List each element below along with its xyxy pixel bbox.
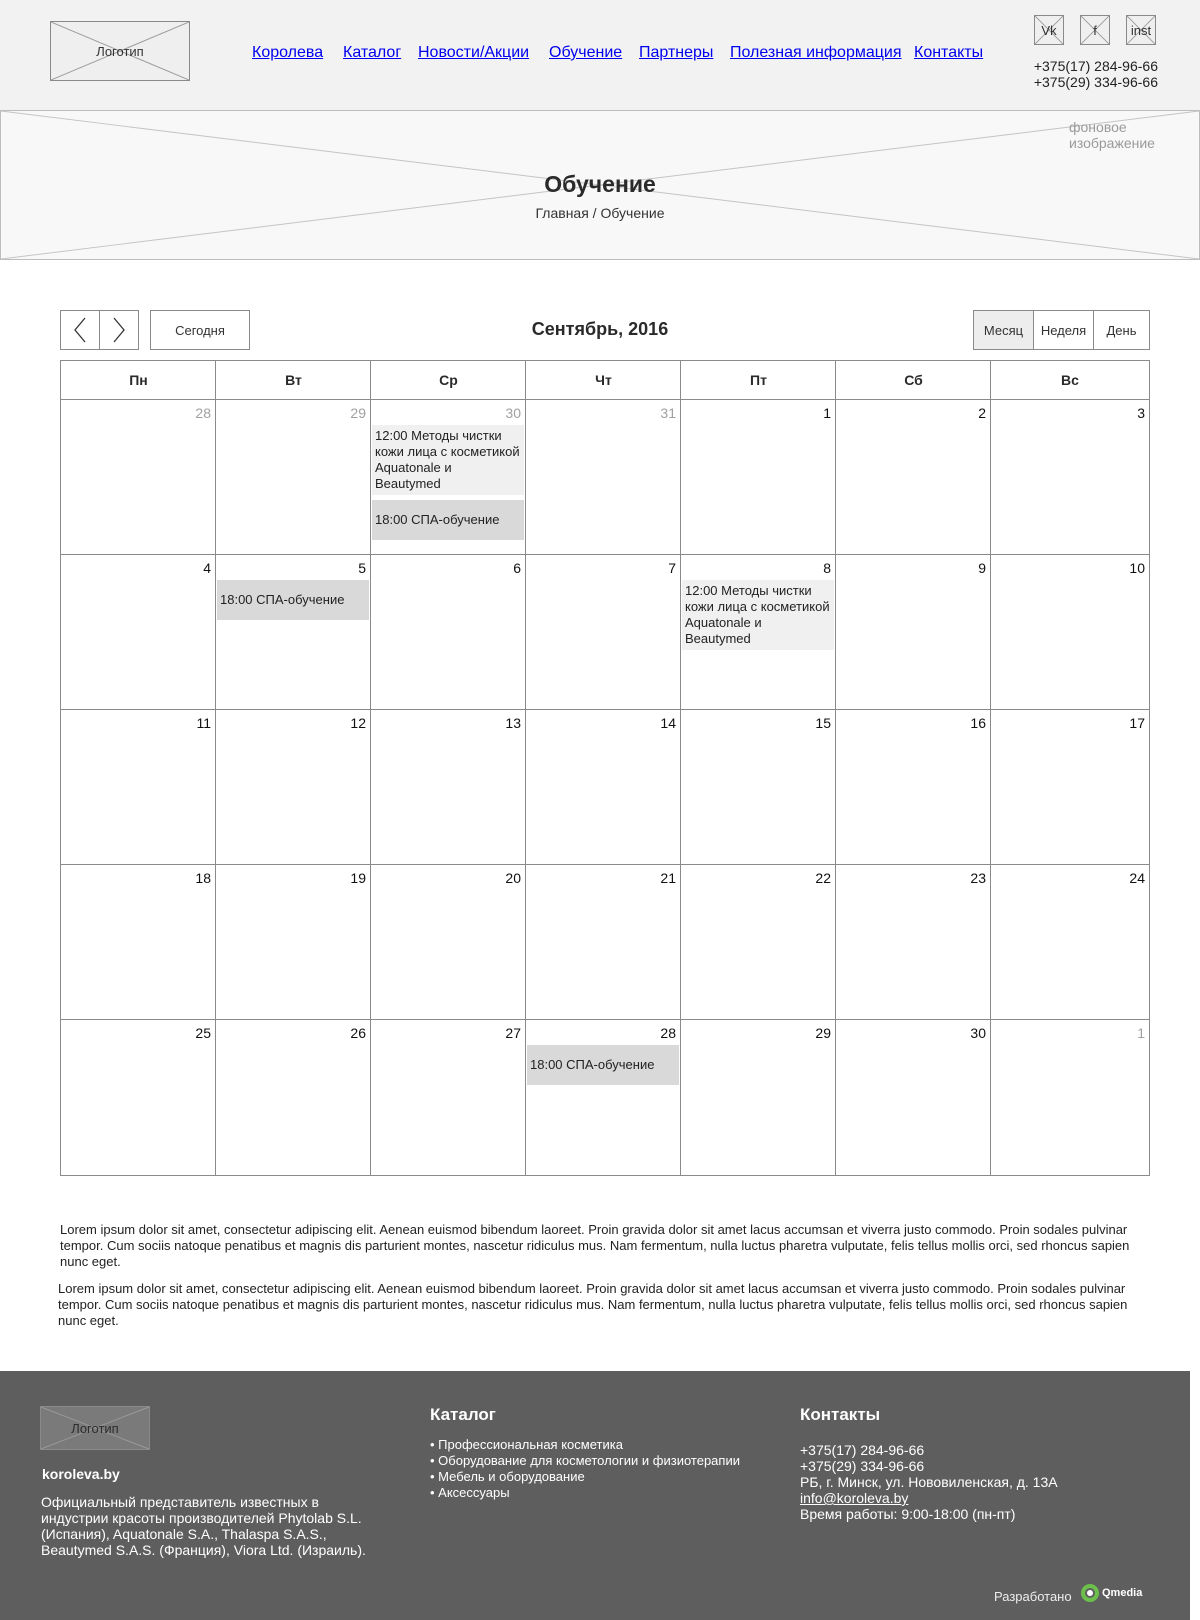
header-phone-2[interactable]: +375(29) 334-96-66 xyxy=(1033,74,1158,90)
footer-catalog-item[interactable]: • Аксессуары xyxy=(430,1485,510,1500)
footer-site-name: koroleva.by xyxy=(42,1466,120,1482)
footer-address: РБ, г. Минск, ул. Нововиленская, д. 13А xyxy=(800,1474,1058,1490)
nav-item-catalog[interactable]: Каталог xyxy=(343,44,402,61)
calendar-event[interactable]: 12:00 Методы чистки кожи лица с косметикой Aquatonale и Beautymed xyxy=(682,580,834,650)
logo-label: Логотип xyxy=(96,43,144,59)
day-number: 17 xyxy=(1129,715,1145,731)
day-number: 2 xyxy=(978,405,986,421)
view-month-button[interactable]: Месяц xyxy=(974,311,1033,349)
view-week-button[interactable]: Неделя xyxy=(1033,311,1093,349)
day-number: 30 xyxy=(505,405,521,421)
weekday-label: Пн xyxy=(129,372,148,388)
day-cell[interactable] xyxy=(681,555,835,709)
day-cell[interactable] xyxy=(371,555,525,709)
day-number: 18 xyxy=(195,870,211,886)
content-paragraph-2: Lorem ipsum dolor sit amet, consectetur adipiscing elit. Aenean euismod bibendum laoreet. Proin gravida dolor sit amet lacus accumsan et viverra justo commodo. Proin sodales pulvinar tempor. Cum sociis natoque penatibus et magnis dis parturient montes, nascetur ridiculus mus. Nam fermentum, nulla luctus pharetra vulputate, felis tellus mollis orci, sed rhoncus sapien nunc eget. xyxy=(58,1281,1128,1328)
day-cell[interactable] xyxy=(681,1020,835,1174)
weekday-label: Ср xyxy=(439,372,458,388)
page-title: Обучение xyxy=(544,171,656,197)
footer-about: Официальный представитель известных в индустрии красоты производителей Phytolab S.L. (Испания), Aquatonale S.A., Thalaspa S.A.S., Beautymed S.A.S. (Франция), Viora Ltd. (Израиль). xyxy=(41,1494,366,1558)
day-cell[interactable] xyxy=(836,865,990,1019)
nav-item-partners[interactable]: Партнеры xyxy=(639,44,714,61)
vk-label: Vk xyxy=(1041,22,1057,38)
day-number: 31 xyxy=(660,405,676,421)
day-number: 19 xyxy=(350,870,366,886)
footer-hours: Время работы: 9:00-18:00 (пн-пт) xyxy=(800,1506,1016,1522)
weekday-label: Пт xyxy=(750,372,767,388)
day-cell[interactable] xyxy=(61,400,215,554)
nav-item-useful-info[interactable]: Полезная информация xyxy=(730,44,902,61)
site-header xyxy=(0,0,1200,110)
day-number: 1 xyxy=(823,405,831,421)
day-number: 29 xyxy=(350,405,366,421)
nav-item-koroleva[interactable]: Королева xyxy=(252,44,324,61)
weekday-label: Сб xyxy=(904,372,923,388)
day-number: 8 xyxy=(823,560,831,576)
vk-icon[interactable] xyxy=(1034,15,1064,45)
facebook-label: f xyxy=(1093,22,1097,38)
breadcrumb[interactable]: Главная / Обучение xyxy=(535,205,665,221)
footer-catalog-list xyxy=(430,1437,740,1501)
day-cell[interactable] xyxy=(991,555,1149,709)
day-cell[interactable] xyxy=(836,1020,990,1174)
day-number: 21 xyxy=(660,870,676,886)
view-day-button[interactable]: День xyxy=(1093,311,1149,349)
day-cell[interactable] xyxy=(526,400,680,554)
day-number: 12 xyxy=(350,715,366,731)
today-button[interactable]: Сегодня xyxy=(150,310,250,350)
day-cell[interactable] xyxy=(371,865,525,1019)
day-number: 23 xyxy=(970,870,986,886)
day-cell[interactable] xyxy=(216,400,370,554)
day-number: 3 xyxy=(1137,405,1145,421)
day-cell[interactable] xyxy=(216,555,370,709)
day-cell[interactable] xyxy=(526,555,680,709)
day-number: 10 xyxy=(1129,560,1145,576)
header-logo[interactable] xyxy=(50,21,190,81)
day-cell[interactable] xyxy=(61,1020,215,1174)
content-paragraph-1: Lorem ipsum dolor sit amet, consectetur adipiscing elit. Aenean euismod bibendum laoreet. Proin gravida dolor sit amet lacus accumsan et viverra justo commodo. Proin sodales pulvinar tempor. Cum sociis natoque penatibus et magnis dis parturient montes, nascetur ridiculus mus. Nam fermentum, nulla luctus pharetra vulputate, felis tellus mollis orci, sed rhoncus sapien nunc eget. xyxy=(60,1222,1130,1269)
day-number: 26 xyxy=(350,1025,366,1041)
day-cell[interactable] xyxy=(836,710,990,864)
view-switcher xyxy=(973,310,1150,350)
chevron-right-icon xyxy=(111,316,127,344)
footer-logo[interactable] xyxy=(40,1406,150,1450)
instagram-label: inst xyxy=(1130,22,1152,38)
day-number: 16 xyxy=(970,715,986,731)
nav-item-training[interactable]: Обучение xyxy=(549,44,623,61)
calendar-event[interactable]: 18:00 СПА-обучение xyxy=(217,580,369,620)
weekday-header xyxy=(61,361,1149,400)
chevron-left-icon xyxy=(72,316,88,344)
hero-banner xyxy=(0,110,1200,260)
footer-catalog-title: Каталог xyxy=(430,1405,496,1424)
day-cell[interactable] xyxy=(991,400,1149,554)
developer-brand: Qmedia xyxy=(1102,1587,1143,1599)
day-cell[interactable] xyxy=(216,1020,370,1174)
day-cell[interactable] xyxy=(991,1020,1149,1174)
day-number: 7 xyxy=(668,560,676,576)
day-number: 24 xyxy=(1129,870,1145,886)
developer-logo[interactable] xyxy=(1080,1583,1142,1603)
prev-month-button[interactable] xyxy=(60,310,100,350)
day-number: 22 xyxy=(815,870,831,886)
footer-logo-label: Логотип xyxy=(71,1420,119,1436)
site-footer xyxy=(0,1371,1190,1620)
footer-catalog-item[interactable]: • Оборудование для косметологии и физиотерапии xyxy=(430,1453,740,1468)
calendar-grid xyxy=(60,360,1150,1176)
day-cell[interactable] xyxy=(526,865,680,1019)
day-cell[interactable] xyxy=(681,865,835,1019)
day-cell[interactable] xyxy=(371,400,525,554)
developed-by-label: Разработано xyxy=(994,1589,1072,1604)
weekday-label: Чт xyxy=(595,372,612,388)
day-cell[interactable] xyxy=(61,865,215,1019)
instagram-icon[interactable] xyxy=(1126,15,1156,45)
day-number: 4 xyxy=(203,560,211,576)
header-phones xyxy=(1034,58,1158,90)
next-month-button[interactable] xyxy=(99,310,139,350)
footer-catalog-item[interactable]: • Профессиональная косметика xyxy=(430,1437,623,1452)
calendar-event[interactable]: 12:00 Методы чистки кожи лица с косметикой Aquatonale и Beautymed xyxy=(372,425,524,495)
day-cell[interactable] xyxy=(991,865,1149,1019)
day-number: 11 xyxy=(196,715,211,731)
qmedia-logo-icon xyxy=(1080,1583,1100,1603)
day-cell[interactable] xyxy=(216,865,370,1019)
footer-contacts-title: Контакты xyxy=(800,1405,881,1424)
day-cell[interactable] xyxy=(991,710,1149,864)
day-number: 14 xyxy=(660,715,676,731)
calendar-event[interactable]: 18:00 СПА-обучение xyxy=(527,1045,679,1085)
weekday-label: Вс xyxy=(1061,372,1079,388)
day-number: 6 xyxy=(513,560,521,576)
calendar-event[interactable]: 18:00 СПА-обучение xyxy=(372,500,524,540)
day-number: 27 xyxy=(505,1025,521,1041)
calendar-title: Сентябрь, 2016 xyxy=(531,319,669,339)
day-number: 28 xyxy=(195,405,211,421)
footer-contacts xyxy=(800,1442,1058,1522)
day-cell[interactable] xyxy=(681,710,835,864)
day-cell[interactable] xyxy=(681,400,835,554)
day-number: 28 xyxy=(660,1025,676,1041)
day-number: 29 xyxy=(815,1025,831,1041)
day-cell[interactable] xyxy=(61,555,215,709)
day-cell[interactable] xyxy=(836,555,990,709)
day-number: 20 xyxy=(505,870,521,886)
day-number: 15 xyxy=(815,715,831,731)
day-number: 30 xyxy=(970,1025,986,1041)
day-number: 25 xyxy=(195,1025,211,1041)
facebook-icon[interactable] xyxy=(1080,15,1110,45)
header-phone-1[interactable]: +375(17) 284-96-66 xyxy=(1033,58,1158,74)
day-number: 9 xyxy=(978,560,986,576)
day-cell[interactable] xyxy=(526,710,680,864)
day-cell[interactable] xyxy=(836,400,990,554)
day-cell[interactable] xyxy=(61,710,215,864)
day-number: 1 xyxy=(1137,1025,1145,1041)
day-cell[interactable] xyxy=(216,710,370,864)
footer-email-link[interactable]: info@koroleva.by xyxy=(800,1490,909,1506)
footer-phone-1[interactable]: +375(17) 284-96-66 xyxy=(800,1442,925,1458)
weekday-label: Вт xyxy=(285,372,302,388)
footer-catalog-item[interactable]: • Мебель и оборудование xyxy=(430,1469,585,1484)
day-cell[interactable] xyxy=(371,1020,525,1174)
day-number: 5 xyxy=(358,560,366,576)
footer-phone-2[interactable]: +375(29) 334-96-66 xyxy=(800,1458,925,1474)
background-image-note: фоновое изображение xyxy=(1069,119,1155,151)
day-cell[interactable] xyxy=(371,710,525,864)
nav-item-news[interactable]: Новости/Акции xyxy=(418,44,530,61)
day-number: 13 xyxy=(505,715,521,731)
day-cell[interactable] xyxy=(526,1020,680,1174)
nav-item-contacts[interactable]: Контакты xyxy=(914,44,984,61)
